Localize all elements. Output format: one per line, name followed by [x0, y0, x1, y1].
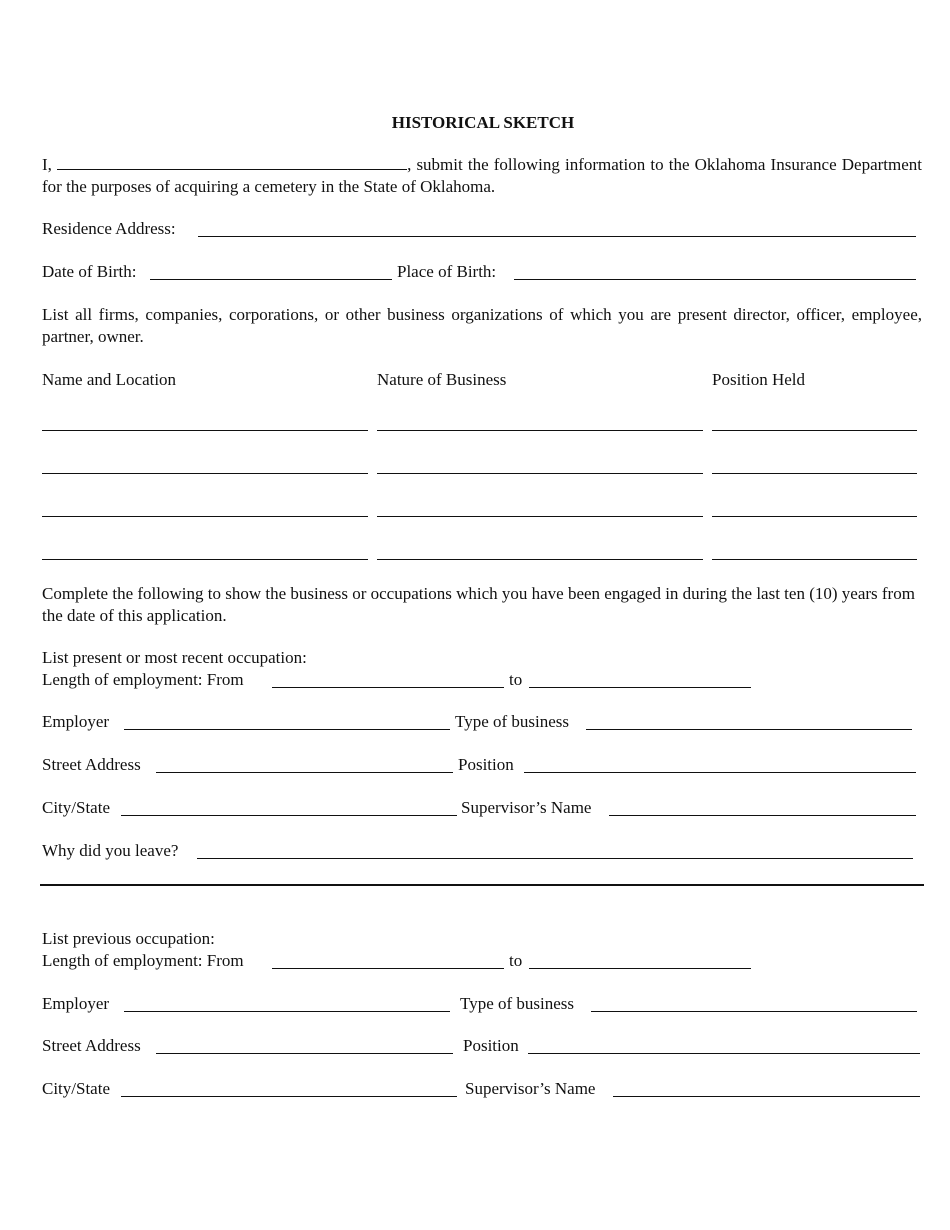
previous-to-label: to — [509, 951, 523, 970]
recent-supervisor-label: Supervisor’s Name — [461, 798, 592, 817]
pob-field[interactable] — [514, 279, 916, 280]
previous-type-field[interactable] — [591, 1011, 917, 1012]
previous-type-label: Type of business — [460, 994, 575, 1013]
firm-position-field[interactable] — [712, 559, 917, 560]
firm-name-field[interactable] — [42, 473, 368, 474]
recent-city-field[interactable] — [121, 815, 457, 816]
column-nature-business: Nature of Business — [377, 370, 507, 389]
previous-city-label: City/State — [42, 1079, 110, 1098]
firm-position-field[interactable] — [712, 430, 917, 431]
recent-why-field[interactable] — [197, 858, 913, 859]
recent-street-label: Street Address — [42, 755, 141, 774]
recent-from-field[interactable] — [272, 687, 504, 688]
recent-supervisor-field[interactable] — [609, 815, 916, 816]
pob-label: Place of Birth: — [397, 262, 497, 281]
firm-position-field[interactable] — [712, 516, 917, 517]
previous-supervisor-field[interactable] — [613, 1096, 920, 1097]
previous-employer-label: Employer — [42, 994, 110, 1013]
previous-street-field[interactable] — [156, 1053, 453, 1054]
column-name-location: Name and Location — [42, 370, 177, 389]
recent-type-label: Type of business — [455, 712, 570, 731]
occupation-instruction: Complete the following to show the business or occupations which you have been engaged in during the last ten (10) years from the date of this application. — [42, 584, 915, 625]
recent-to-label: to — [509, 670, 523, 689]
previous-length-label: Length of employment: From — [42, 951, 244, 970]
firm-nature-field[interactable] — [377, 473, 703, 474]
applicant-name-field[interactable] — [57, 154, 407, 170]
firm-nature-field[interactable] — [377, 516, 703, 517]
recent-employer-label: Employer — [42, 712, 110, 731]
intro-text-line1: , submit the following information to the Oklahoma Insurance — [407, 155, 837, 174]
residence-address-field[interactable] — [198, 236, 916, 237]
recent-employer-field[interactable] — [124, 729, 450, 730]
previous-street-label: Street Address — [42, 1036, 141, 1055]
firm-position-field[interactable] — [712, 473, 917, 474]
recent-heading: List present or most recent occupation: — [42, 648, 307, 667]
intro-text-line2: Department for the purposes of acquiring a cemetery in the State of Oklahoma. — [42, 155, 923, 196]
residence-label: Residence Address: — [42, 219, 176, 238]
recent-position-field[interactable] — [524, 772, 916, 773]
firms-instruction: List all firms, companies, corporations, or other business organizations of which you are present director, officer, employee, partner, owner. — [42, 305, 922, 346]
previous-position-field[interactable] — [528, 1053, 920, 1054]
dob-label: Date of Birth: — [42, 262, 137, 281]
firm-name-field[interactable] — [42, 516, 368, 517]
recent-type-field[interactable] — [586, 729, 912, 730]
column-position-held: Position Held — [712, 370, 806, 389]
recent-length-label: Length of employment: From — [42, 670, 244, 689]
recent-to-field[interactable] — [529, 687, 751, 688]
firm-nature-field[interactable] — [377, 430, 703, 431]
previous-heading: List previous occupation: — [42, 929, 215, 948]
recent-why-label: Why did you leave? — [42, 841, 179, 860]
firm-name-field[interactable] — [42, 559, 368, 560]
previous-employer-field[interactable] — [124, 1011, 450, 1012]
firm-name-field[interactable] — [42, 430, 368, 431]
intro-prefix: I, — [42, 155, 52, 174]
recent-city-label: City/State — [42, 798, 110, 817]
firm-nature-field[interactable] — [377, 559, 703, 560]
previous-to-field[interactable] — [529, 968, 751, 969]
intro-paragraph — [42, 154, 922, 198]
previous-position-label: Position — [463, 1036, 519, 1055]
recent-position-label: Position — [458, 755, 514, 774]
recent-street-field[interactable] — [156, 772, 453, 773]
dob-field[interactable] — [150, 279, 392, 280]
previous-from-field[interactable] — [272, 968, 504, 969]
previous-city-field[interactable] — [121, 1096, 457, 1097]
section-divider — [40, 884, 924, 886]
page-title: HISTORICAL SKETCH — [391, 113, 575, 132]
previous-supervisor-label: Supervisor’s Name — [465, 1079, 596, 1098]
